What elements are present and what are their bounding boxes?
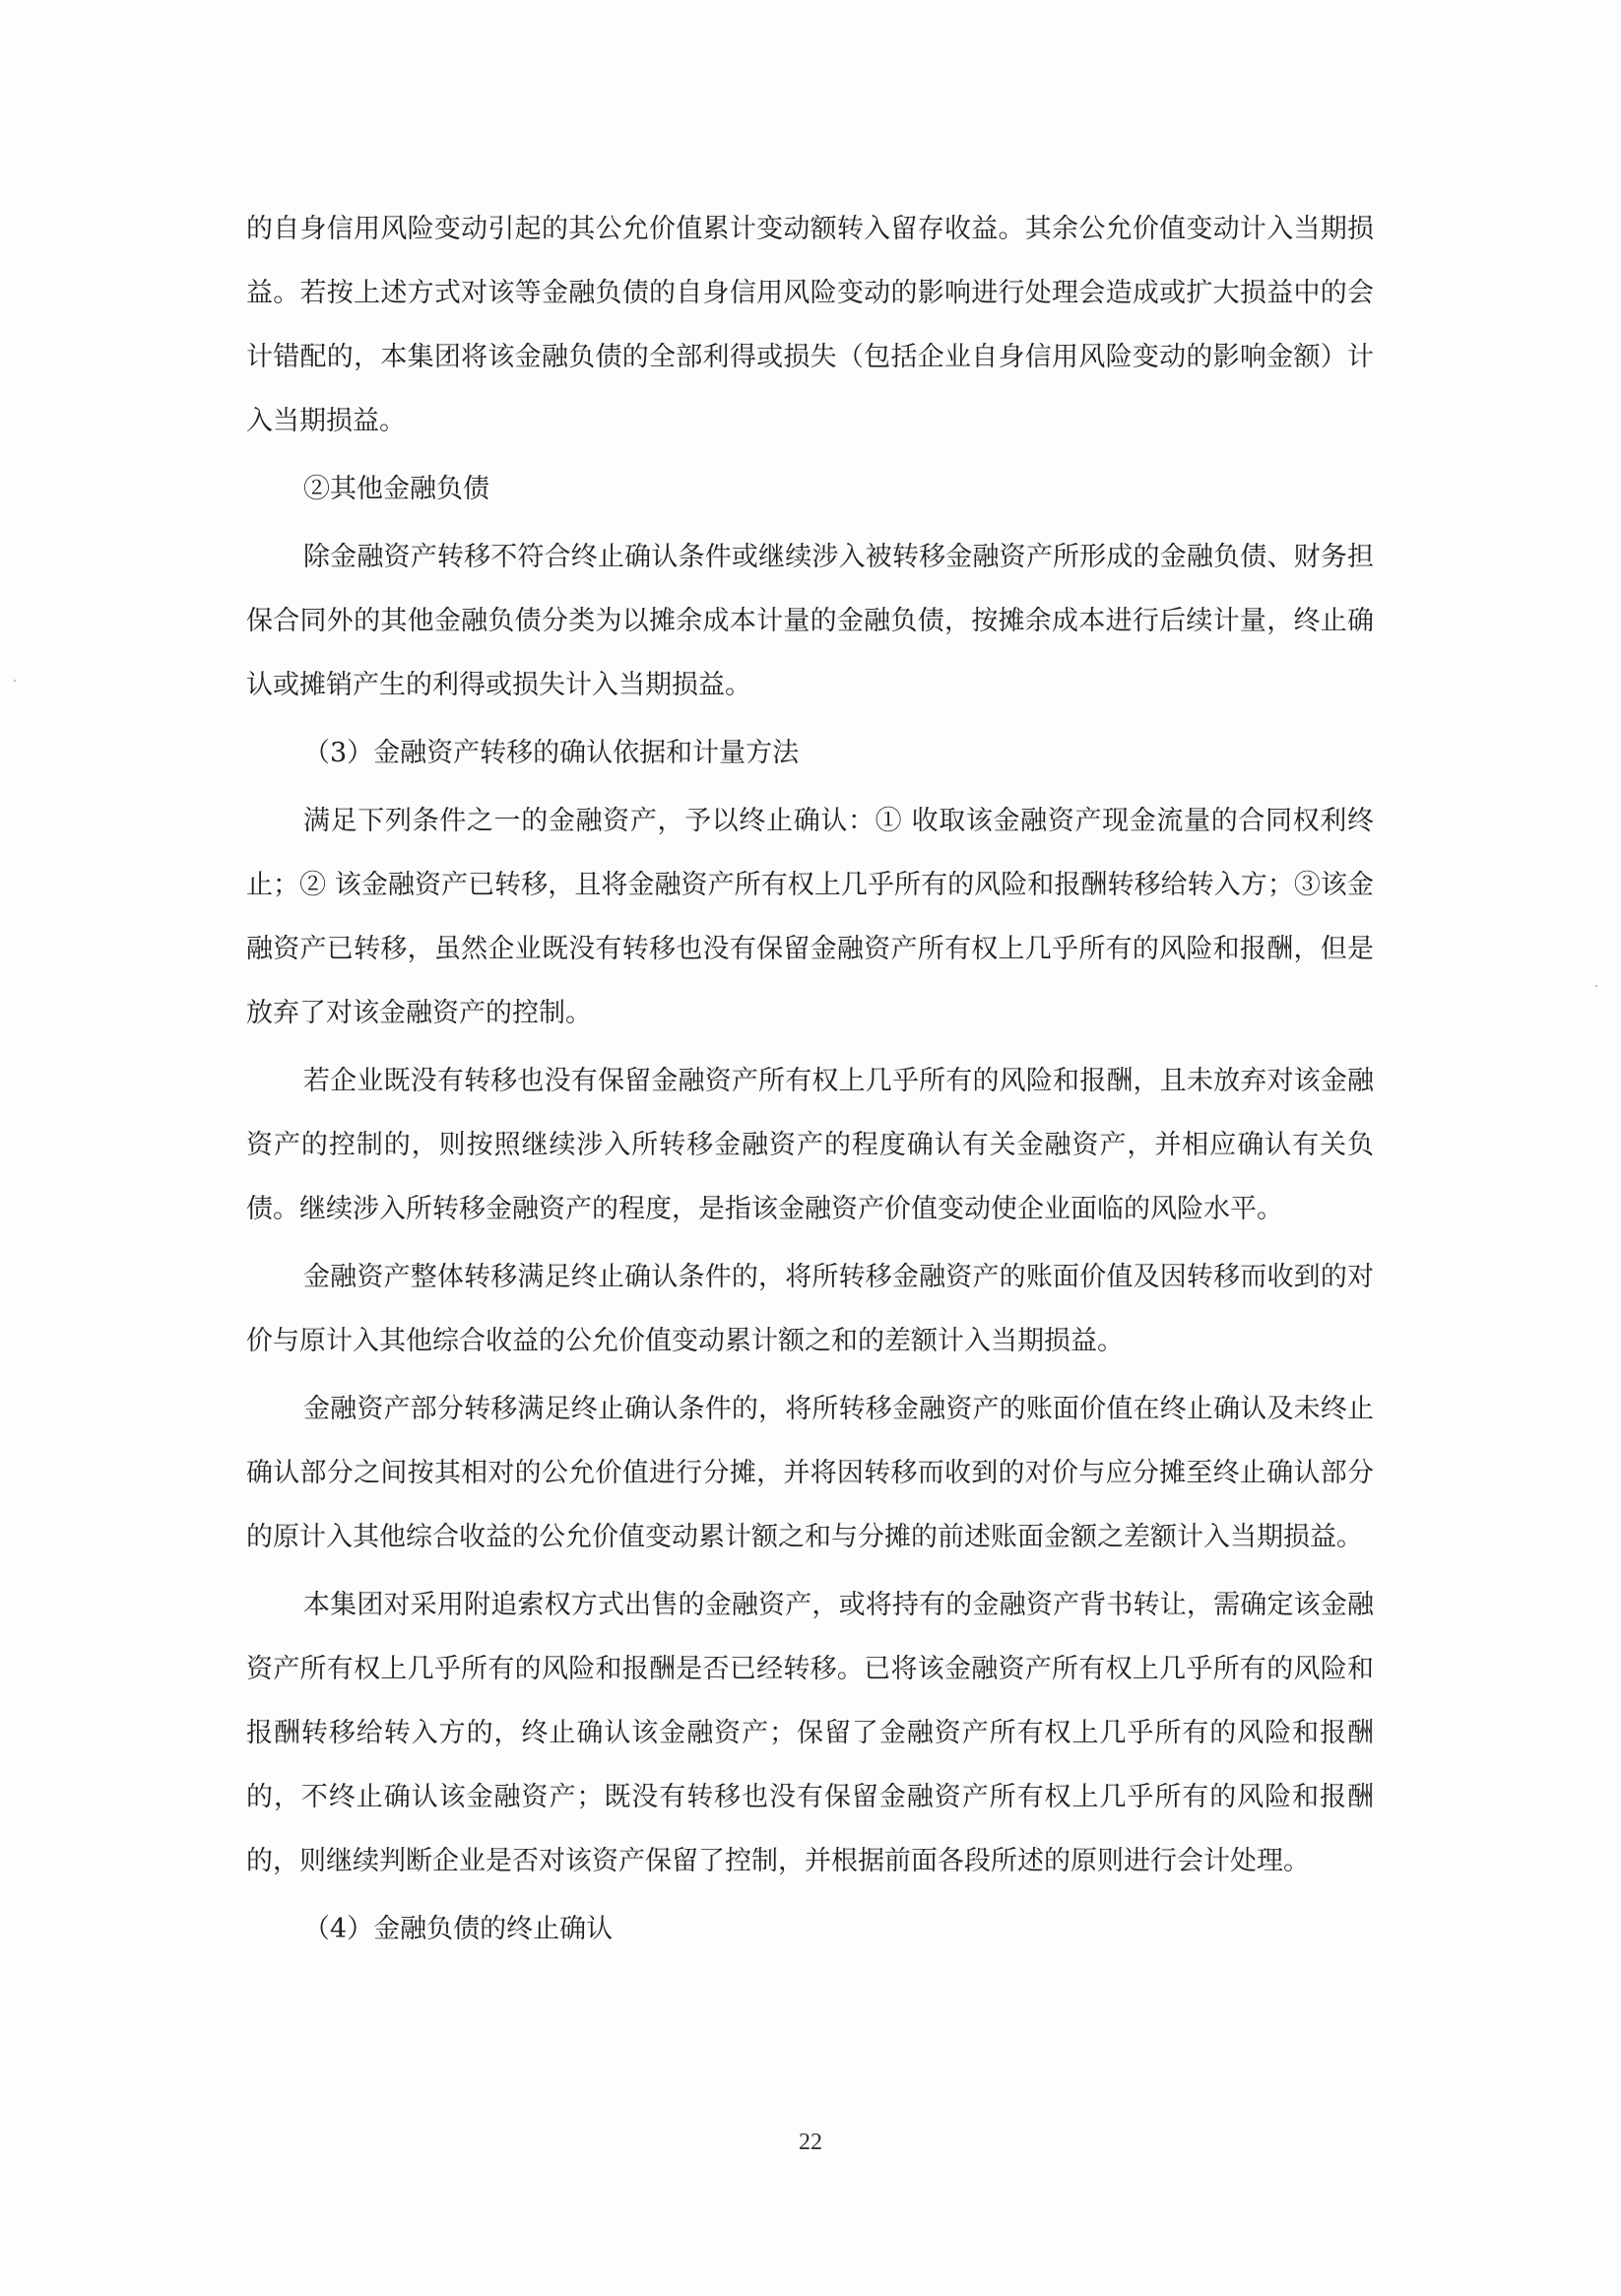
page-number: 22: [799, 2130, 822, 2155]
section-heading-3: （3）金融资产转移的确认依据和计量方法: [303, 738, 800, 768]
subheading-other-financial-liabilities: ②其他金融负债: [303, 474, 489, 504]
paragraph: 金融资产整体转移满足终止确认条件的，将所转移金融资产的账面价值及因转移而收到的对价与原计入其他综合收益的公允价值变动累计额之和的差额计入当期损益。: [246, 1262, 1374, 1356]
paragraph: 除金融资产转移不符合终止确认条件或继续涉入被转移金融资产所形成的金融负债、财务担保合同外的其他金融负债分类为以摊余成本计量的金融负债，按摊余成本进行后续计量，终止确认或摊销产生的利得或损失计入当期损益。: [246, 542, 1374, 700]
body-text: [246, 197, 1374, 1965]
paragraph: 金融资产部分转移满足终止确认条件的，将所转移金融资产的账面价值在终止确认及未终止确认部分之间按其相对的公允价值进行分摊，并将因转移而收到的对价与应分摊至终止确认部分的原计入其他综合收益的公允价值变动累计额之和与分摊的前述账面金额之差额计入当期损益。: [246, 1394, 1374, 1552]
paragraph: 若企业既没有转移也没有保留金融资产所有权上几乎所有的风险和报酬，且未放弃对该金融资产的控制的，则按照继续涉入所转移金融资产的程度确认有关金融资产，并相应确认有关负债。继续涉入所转移金融资产的程度，是指该金融资产价值变动使企业面临的风险水平。: [246, 1066, 1374, 1224]
scan-speck: [14, 680, 16, 682]
scan-speck: [1595, 985, 1597, 987]
section-heading-4: （4）金融负债的终止确认: [303, 1914, 614, 1944]
paragraph-continuation: 的自身信用风险变动引起的其公允价值累计变动额转入留存收益。其余公允价值变动计入当期损益。若按上述方式对该等金融负债的自身信用风险变动的影响进行处理会造成或扩大损益中的会计错配的，本集团将该金融负债的全部利得或损失（包括企业自身信用风险变动的影响金额）计入当期损益。: [246, 214, 1374, 436]
paragraph: 满足下列条件之一的金融资产，予以终止确认：① 收取该金融资产现金流量的合同权利终止；② 该金融资产已转移，且将金融资产所有权上几乎所有的风险和报酬转移给转入方；③该金融资产已转移，虽然企业既没有转移也没有保留金融资产所有权上几乎所有的风险和报酬，但是放弃了对该金融资产的控制。: [246, 806, 1374, 1028]
paragraph: 本集团对采用附追索权方式出售的金融资产，或将持有的金融资产背书转让，需确定该金融资产所有权上几乎所有的风险和报酬是否已经转移。已将该金融资产所有权上几乎所有的风险和报酬转移给转入方的，终止确认该金融资产；保留了金融资产所有权上几乎所有的风险和报酬的，不终止确认该金融资产；既没有转移也没有保留金融资产所有权上几乎所有的风险和报酬的，则继续判断企业是否对该资产保留了控制，并根据前面各段所述的原则进行会计处理。: [246, 1590, 1374, 1876]
